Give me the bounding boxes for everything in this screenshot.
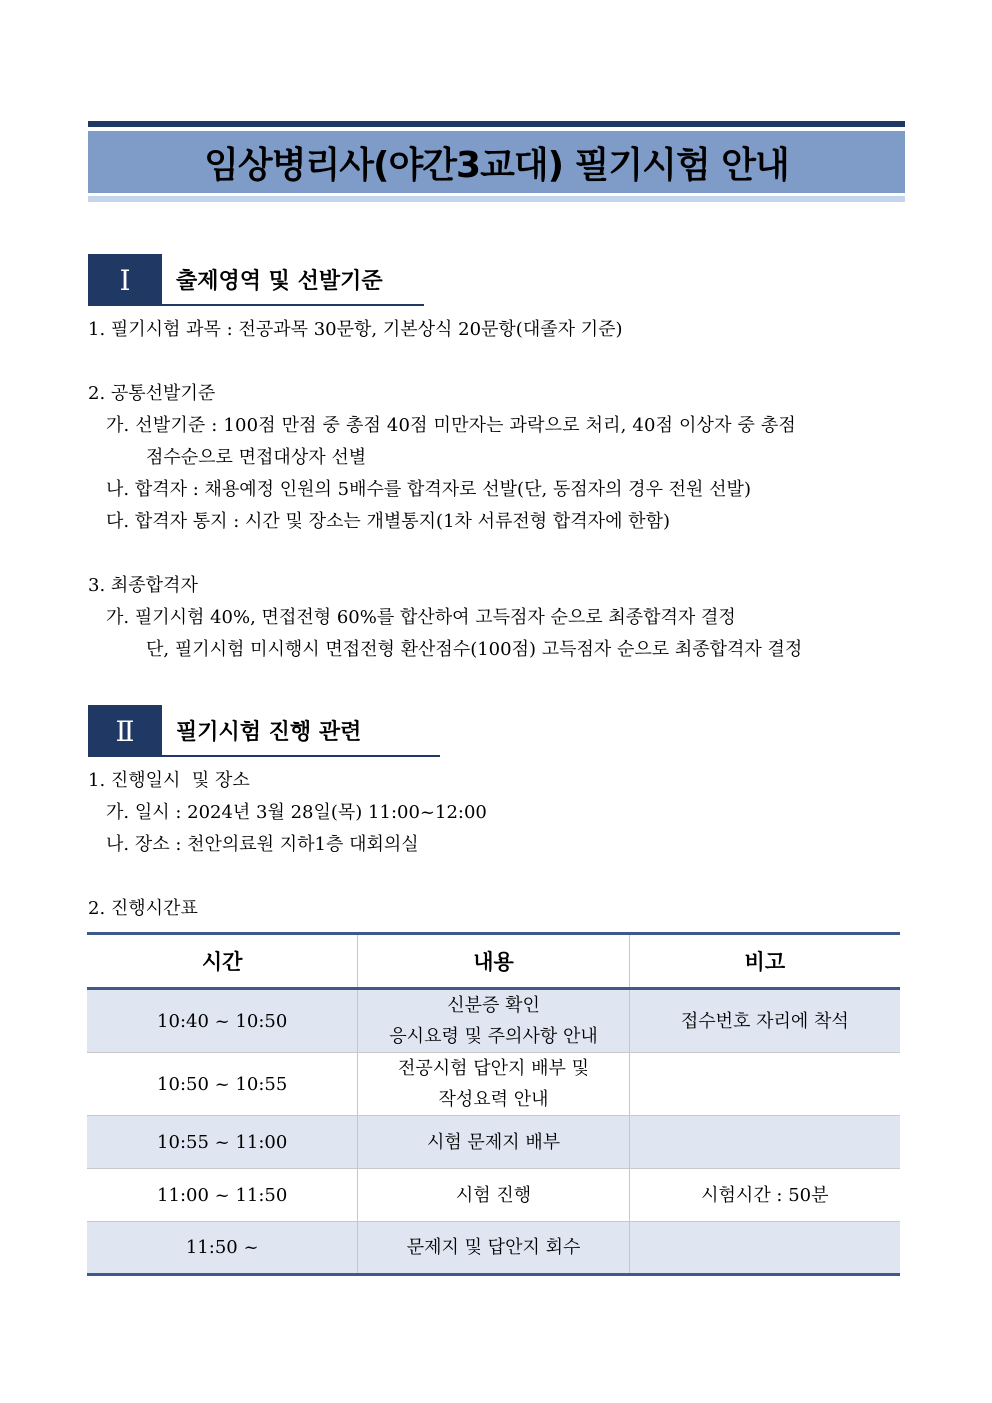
title-banner [88,121,905,202]
content-cell: 시험 문제지 배부 [358,1116,629,1169]
note-cell [629,1222,900,1275]
title-top-rule [88,121,905,127]
text-line: 다. 합격자 통지 : 시간 및 장소는 개별통지(1차 서류전형 합격자에 한함) [106,511,670,532]
section-2-number: Ⅱ [88,705,162,757]
text-line: 단, 필기시험 미시행시 면접전형 환산점수(100점) 고득점자 순으로 최종합격자 결정 [146,639,803,660]
text-line: 1. 진행일시 및 장소 [88,770,250,791]
note-cell: 접수번호 자리에 착석 [629,989,900,1053]
section-1-title: 출제영역 및 선발기준 [162,254,424,306]
table-header-cell: 비고 [629,934,900,989]
content-cell: 문제지 및 답안지 회수 [358,1222,629,1275]
section-1-header [88,254,424,306]
text-line: 가. 필기시험 40%, 면접전형 60%를 합산하여 고득점자 순으로 최종합격자 결정 [106,607,736,628]
time-cell: 10:40 ~ 10:50 [87,989,358,1053]
text-line: 가. 선발기준 : 100점 만점 중 총점 40점 미만자는 과락으로 처리, 40점 이상자 중 총점 [106,415,796,436]
content-line: 응시요령 및 주의사항 안내 [389,1026,598,1047]
table-row [87,1222,900,1275]
table-row [87,1116,900,1169]
text-line: 가. 일시 : 2024년 3월 28일(목) 11:00~12:00 [106,802,487,823]
content-cell: 시험 진행 [358,1169,629,1222]
time-cell: 11:50 ~ [87,1222,358,1275]
text-line: 나. 장소 : 천안의료원 지하1층 대회의실 [106,834,419,855]
text-line: 2. 공통선발기준 [88,383,216,404]
title-band [88,131,905,193]
section-2-header [88,705,440,757]
table-header-row [87,934,900,989]
time-cell: 10:50 ~ 10:55 [87,1053,358,1116]
title-bottom-rule [88,196,905,202]
section-2-title: 필기시험 진행 관련 [162,705,440,757]
text-line: 나. 합격자 : 채용예정 인원의 5배수를 합격자로 선발(단, 동점자의 경우 전원 선발) [106,479,751,500]
table-row [87,1053,900,1116]
table-header-cell: 시간 [87,934,358,989]
page-title: 임상병리사(야간3교대) 필기시험 안내 [204,144,789,186]
table-row [87,989,900,1053]
text-line: 3. 최종합격자 [88,575,198,596]
note-cell [629,1116,900,1169]
note-cell [629,1053,900,1116]
schedule-table [87,932,900,1276]
text-line: 점수순으로 면접대상자 선별 [146,447,367,468]
text-line: 1. 필기시험 과목 : 전공과목 30문항, 기본상식 20문항(대졸자 기준) [88,319,623,340]
content-cell [358,989,629,1053]
content-line: 전공시험 답안지 배부 및 [398,1058,590,1079]
note-cell: 시험시간 : 50분 [629,1169,900,1222]
table-header-cell: 내용 [358,934,629,989]
content-line: 신분증 확인 [447,995,540,1016]
time-cell: 10:55 ~ 11:00 [87,1116,358,1169]
content-line: 작성요력 안내 [438,1089,549,1110]
text-line: 2. 진행시간표 [88,898,198,919]
time-cell: 11:00 ~ 11:50 [87,1169,358,1222]
section-1-number: Ⅰ [88,254,162,306]
table-row [87,1169,900,1222]
content-cell [358,1053,629,1116]
